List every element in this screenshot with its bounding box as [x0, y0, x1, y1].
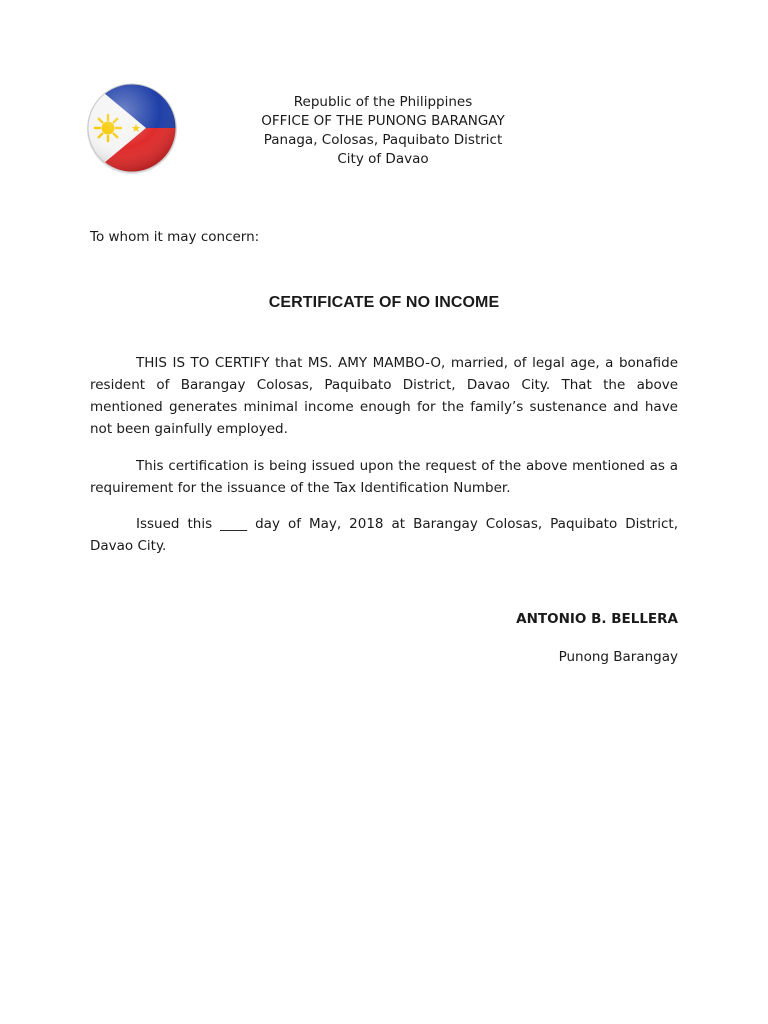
signatory-name: ANTONIO B. BELLERA — [516, 611, 678, 627]
document-title: CERTIFICATE OF NO INCOME — [268, 294, 500, 311]
philippine-flag-seal-icon — [86, 82, 178, 174]
signatory-title: Punong Barangay — [558, 649, 678, 665]
letterhead-country: Republic of the Philippines — [293, 94, 473, 110]
letterhead-address: Panaga, Colosas, Paquibato District — [263, 132, 503, 148]
letterhead-office: OFFICE OF THE PUNONG BARANGAY — [261, 113, 505, 129]
body-paragraph-issued: Issued this ____ day of May, 2018 at Barangay Colosas, Paquibato District, Davao City. — [90, 516, 678, 554]
body-paragraph-certify: THIS IS TO CERTIFY that MS. AMY MAMBO-O, married, of legal age, a bonafide resident of Barangay Colosas, Paquibato District, Davao City. That the above mentioned generates minimal income enough for the family’s sustenance and have not been gainfully employed. — [90, 355, 678, 437]
letterhead — [230, 93, 536, 169]
salutation: To whom it may concern: — [90, 229, 260, 245]
letterhead-city: City of Davao — [337, 151, 429, 167]
body-paragraph-purpose: This certification is being issued upon the request of the above mentioned as a requirement for the issuance of the Tax Identification Number. — [90, 458, 678, 496]
